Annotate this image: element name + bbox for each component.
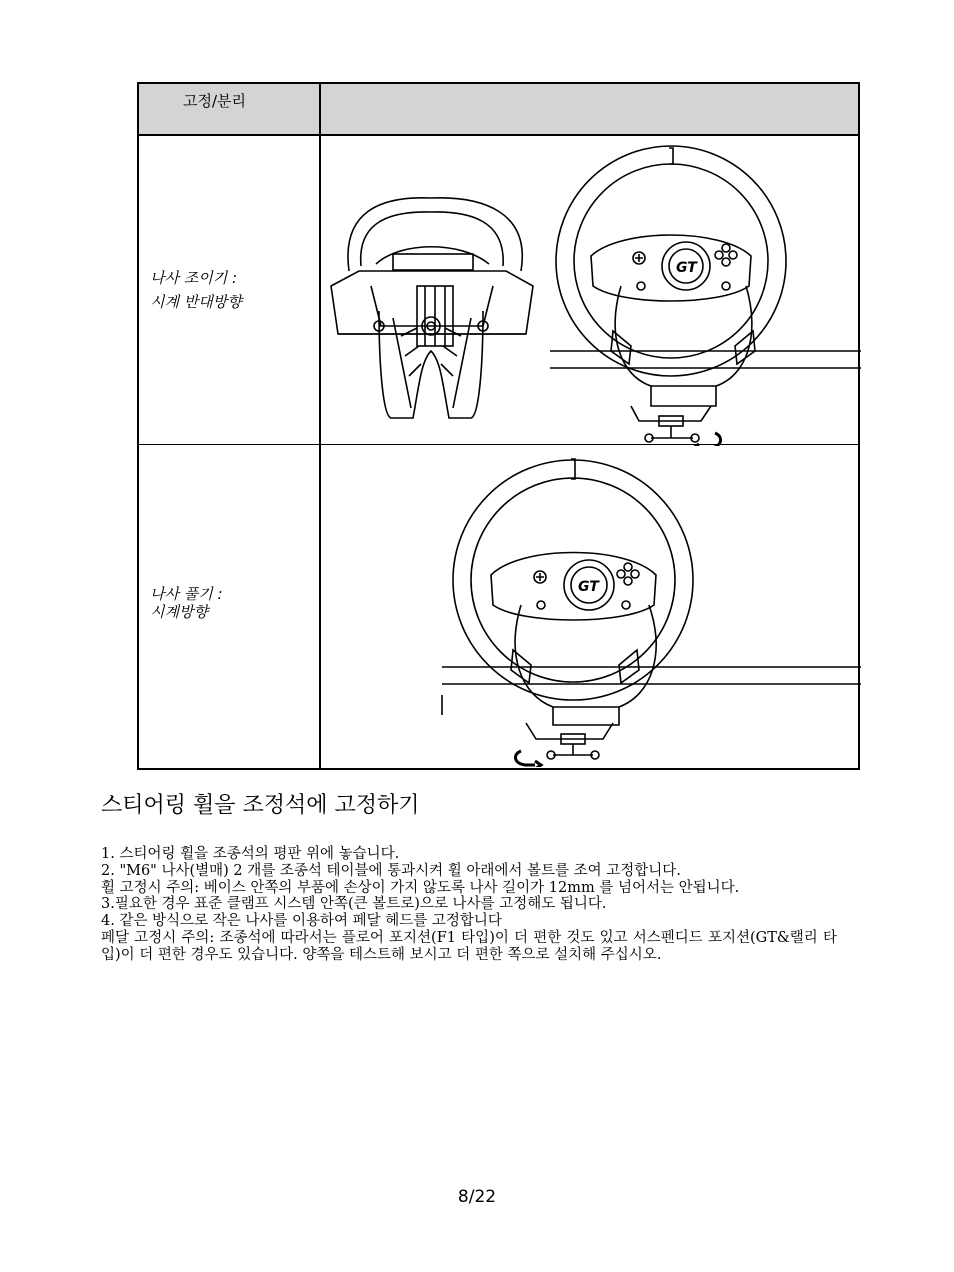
wheel-front-view-illustration	[321, 445, 861, 767]
row1-label-line2: 시계 반대방향	[150, 293, 242, 311]
body-line-2: 2. "M6" 나사(별매) 2 개를 조종석 테이블에 통과시켜 휠 아래에서 볼트를 조여 고정합니다.	[101, 862, 681, 879]
body-line-5: 4. 같은 방식으로 작은 나사를 이용하여 페달 헤드를 고정합니다	[101, 913, 502, 930]
row2-label-line1: 나사 풀기 :	[150, 585, 223, 603]
row2-label-line2: 시계방향	[150, 603, 208, 621]
body-line-4: 3.필요한 경우 표준 클램프 시스템 안쪽(큰 볼트로)으로 나사를 고정해도 됩니다.	[101, 896, 607, 913]
svg-text:GT: GT	[676, 260, 697, 276]
row2-illustration-cell	[321, 445, 858, 768]
wheel-side-view-illustration	[321, 136, 861, 446]
svg-text:GT: GT	[578, 579, 599, 595]
row1-illustration-cell	[321, 136, 858, 445]
body-text	[101, 846, 837, 964]
body-line-1: 1. 스티어링 휠을 조종석의 평판 위에 놓습니다.	[101, 846, 400, 862]
header-label: 고정/분리	[183, 92, 247, 110]
row2-label-cell	[139, 445, 321, 768]
section-title: 스티어링 휠을 조정석에 고정하기	[101, 793, 420, 818]
header-cell-empty	[321, 84, 858, 136]
body-line-3: 휠 고정시 주의: 베이스 안쪽의 부품에 손상이 가지 않도록 나사 길이가 12mm 를 넘어서는 안됩니다.	[101, 879, 740, 896]
row1-label-line1: 나사 조이기 :	[150, 269, 238, 287]
body-line-6: 페달 고정시 주의: 조종석에 따라서는 플로어 포지션(F1 타입)이 더 편한 것도 있고 서스펜디드 포지션(GT&랠리 타입)이 더 편한 경우도 있습니다. 양쪽을 테스트해 보시고 더 편한 쪽으로 설치해 주십시오.	[101, 929, 837, 963]
fixing-table	[137, 82, 860, 770]
page-number: 8/22	[457, 1187, 497, 1207]
header-cell-label	[139, 84, 321, 136]
row1-label-cell	[139, 136, 321, 445]
